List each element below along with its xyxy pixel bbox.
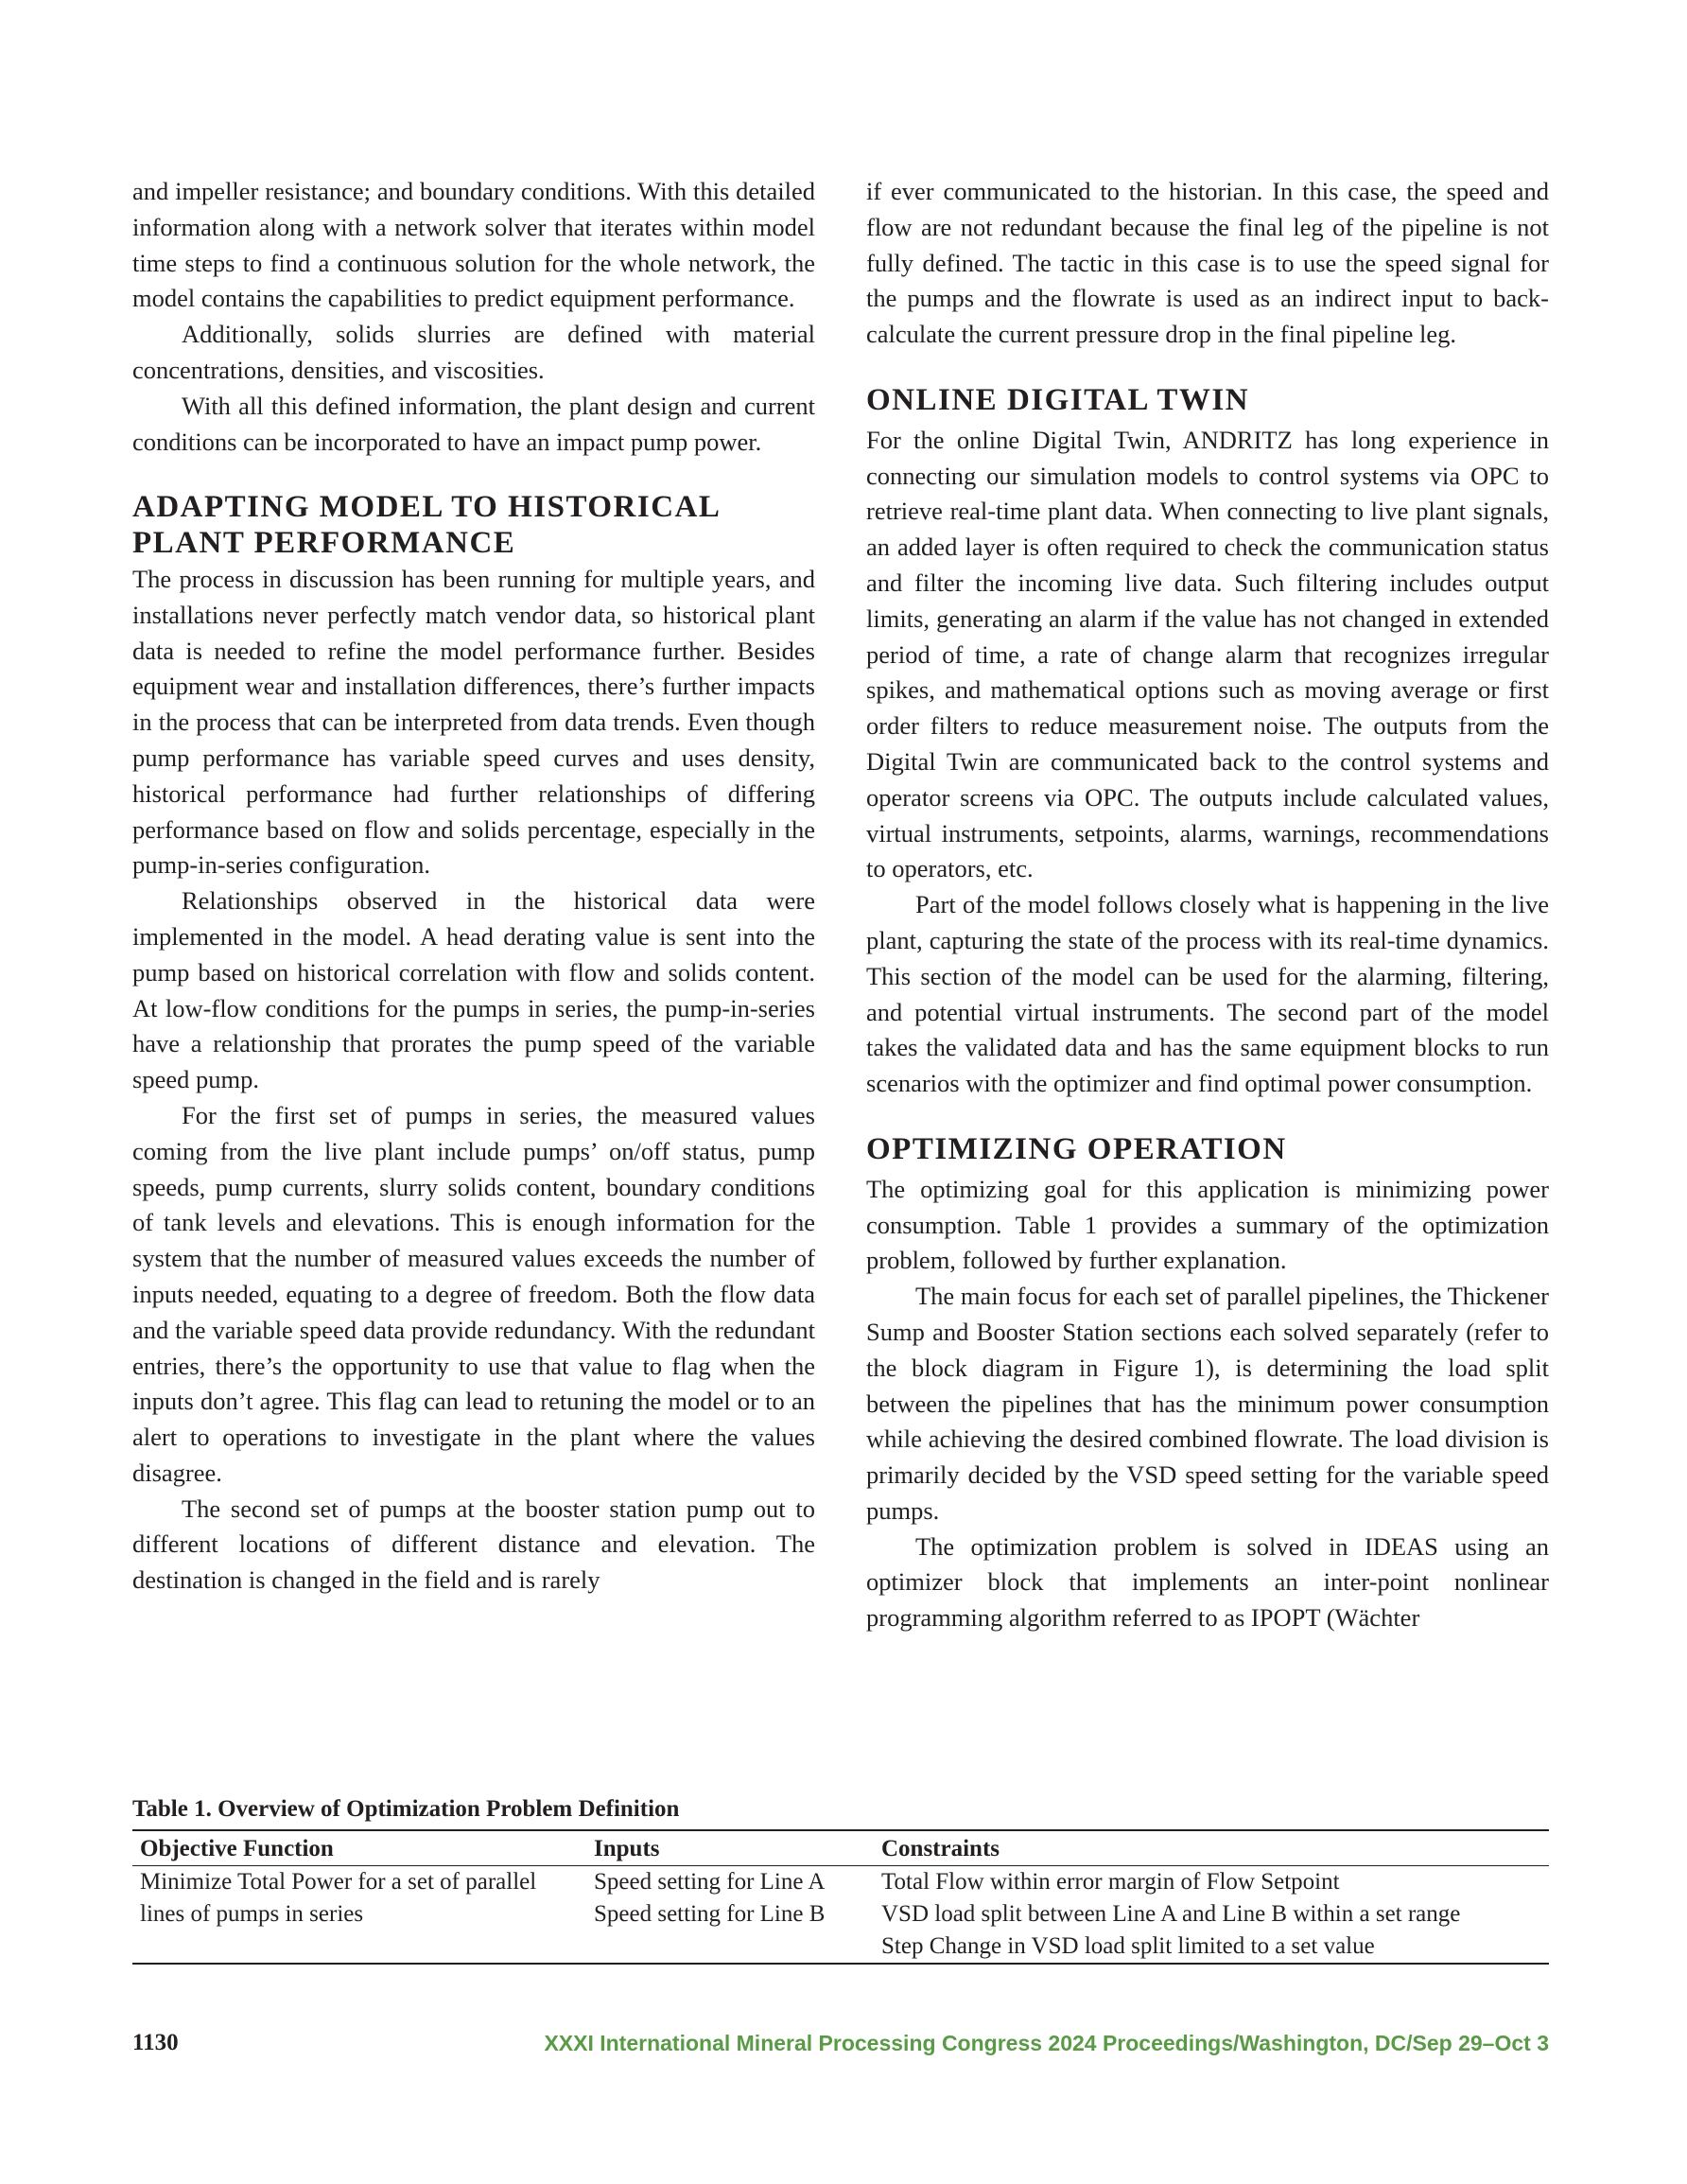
paragraph: Additionally, solids slurries are defined with material concentrations, densities, and viscosities. xyxy=(132,320,815,384)
running-title: XXXI International Mineral Processing Congress 2024 Proceedings/Washington, DC/Sep 29–Oct 3 xyxy=(544,2031,1549,2055)
paragraph: For the first set of pumps in series, the measured values coming from the live plant include pumps’ on/off status, pump speeds, pump currents, slurry solids content, boundary conditions of tank levels and elevations. This is enough information for the system that the number of measured values exceeds the number of inputs needed, equating to a degree of freedom. Both the flow data and the variable speed data provide redundancy. With the redundant entries, there’s the opportunity to use that value to flag when the inputs don’t agree. This flag can lead to retuning the model or to an alert to operations to investigate in the plant where the values disagree. xyxy=(132,1100,815,1487)
optimization-table xyxy=(132,1829,1549,1965)
table-header-cell: Objective Function xyxy=(132,1830,586,1866)
section-heading: ONLINE DIGITAL TWIN xyxy=(866,382,1250,417)
table-cell: Step Change in VSD load split limited to a set value xyxy=(874,1931,1549,1964)
paragraph: if ever communicated to the historian. In this case, the speed and flow are not redundant because the final leg of the pipeline is not fully defined. The tactic in this case is to use the speed signal for the pumps and the flowrate is used as an indirect input to back-calculate the current pressure drop in the final pipeline leg. xyxy=(866,177,1549,349)
table-header-cell: Constraints xyxy=(874,1830,1549,1866)
paragraph: Part of the model follows closely what is happening in the live plant, capturing the state of the process with its real-time dynamics. This section of the model can be used for the alarming, filtering, and potential virtual instruments. The second part of the model takes the validated data and has the same equipment blocks to run scenarios with the optimizer and find optimal power consumption. xyxy=(866,890,1549,1098)
table-header-cell: Inputs xyxy=(586,1830,874,1866)
paragraph: The main focus for each set of parallel pipelines, the Thickener Sump and Booster Station sections each solved separately (refer to the block diagram in Figure 1), is determining the load split between the pipelines that has the minimum power consumption while achieving the desired combined flowrate. The load division is primarily decided by the VSD speed setting for the variable speed pumps. xyxy=(866,1282,1549,1525)
table-header-row xyxy=(132,1830,1549,1866)
table-cell: Speed setting for Line A xyxy=(594,1869,826,1895)
table-cell xyxy=(132,1931,586,1964)
paragraph: The second set of pumps at the booster station pump out to different locations of different distance and elevation. The destination is changed in the field and is rarely xyxy=(132,1494,815,1595)
page-footer xyxy=(132,2026,1549,2064)
table-cell xyxy=(586,1931,874,1964)
paragraph: With all this defined information, the plant design and current conditions can be incorporated to have an impact pump power. xyxy=(132,391,815,456)
table-1 xyxy=(132,1793,1549,1965)
paragraph: The optimizing goal for this application is minimizing power consumption. Table 1 provides a summary of the optimization problem, followed by further explanation. xyxy=(866,1174,1549,1275)
table-caption: Table 1. Overview of Optimization Problem Definition xyxy=(132,1796,680,1822)
table-cell: VSD load split between Line A and Line B within a set range xyxy=(881,1901,1461,1927)
paragraph: For the online Digital Twin, ANDRITZ has long experience in connecting our simulation models to control systems via OPC to retrieve real-time plant data. When connecting to live plant signals, an added layer is often required to check the communication status and filter the incoming live data. Such filtering includes output limits, generating an alarm if the value has not changed in extended period of time, a rate of change alarm that recognizes irregular spikes, and mathematical options such as moving average or first order filters to reduce measurement noise. The outputs from the Digital Twin are communicated back to the control systems and operator screens via OPC. The outputs include calculated values, virtual instruments, setpoints, alarms, warnings, recommendations to operators, etc. xyxy=(866,425,1549,883)
paragraph: and impeller resistance; and boundary conditions. With this detailed information along with a network solver that iterates within model time steps to find a continuous solution for the whole network, the model contains the capabilities to predict equipment performance. xyxy=(132,177,815,313)
table-row xyxy=(132,1866,1549,1899)
table-cell: Minimize Total Power for a set of parallel xyxy=(140,1869,537,1895)
table-cell: Speed setting for Line B xyxy=(594,1901,826,1927)
right-column xyxy=(866,174,1549,1636)
paragraph: The process in discussion has been running for multiple years, and installations never perfectly match vendor data, so historical plant data is needed to refine the model performance further. Besides equipment wear and installation differences, there’s further impacts in the process that can be interpreted from data trends. Even though pump performance has variable speed curves and uses density, historical performance had further relationships of differing performance based on flow and solids percentage, especially in the pump-in-series configuration. xyxy=(132,564,815,880)
paragraph: The optimization problem is solved in IDEAS using an optimizer block that implements an inter-point nonlinear programming algorithm referred to as IPOPT (Wächter xyxy=(866,1531,1549,1633)
section-heading: ADAPTING MODEL TO HISTORICAL PLANT PERFORMANCE xyxy=(132,490,720,561)
page-number: 1130 xyxy=(132,2030,179,2055)
table-row xyxy=(132,1898,1549,1931)
paragraph: Relationships observed in the historical data were implemented in the model. A head derating value is sent into the pump based on historical correlation with flow and solids content. At low-flow conditions for the pumps in series, the pump-in-series have a relationship that prorates the pump speed of the variable speed pump. xyxy=(132,886,815,1094)
table-cell: Total Flow within error margin of Flow Setpoint xyxy=(881,1869,1340,1895)
table-row xyxy=(132,1931,1549,1964)
left-column xyxy=(132,174,815,1599)
table-cell: lines of pumps in series xyxy=(140,1901,364,1927)
section-heading: OPTIMIZING OPERATION xyxy=(866,1131,1287,1166)
